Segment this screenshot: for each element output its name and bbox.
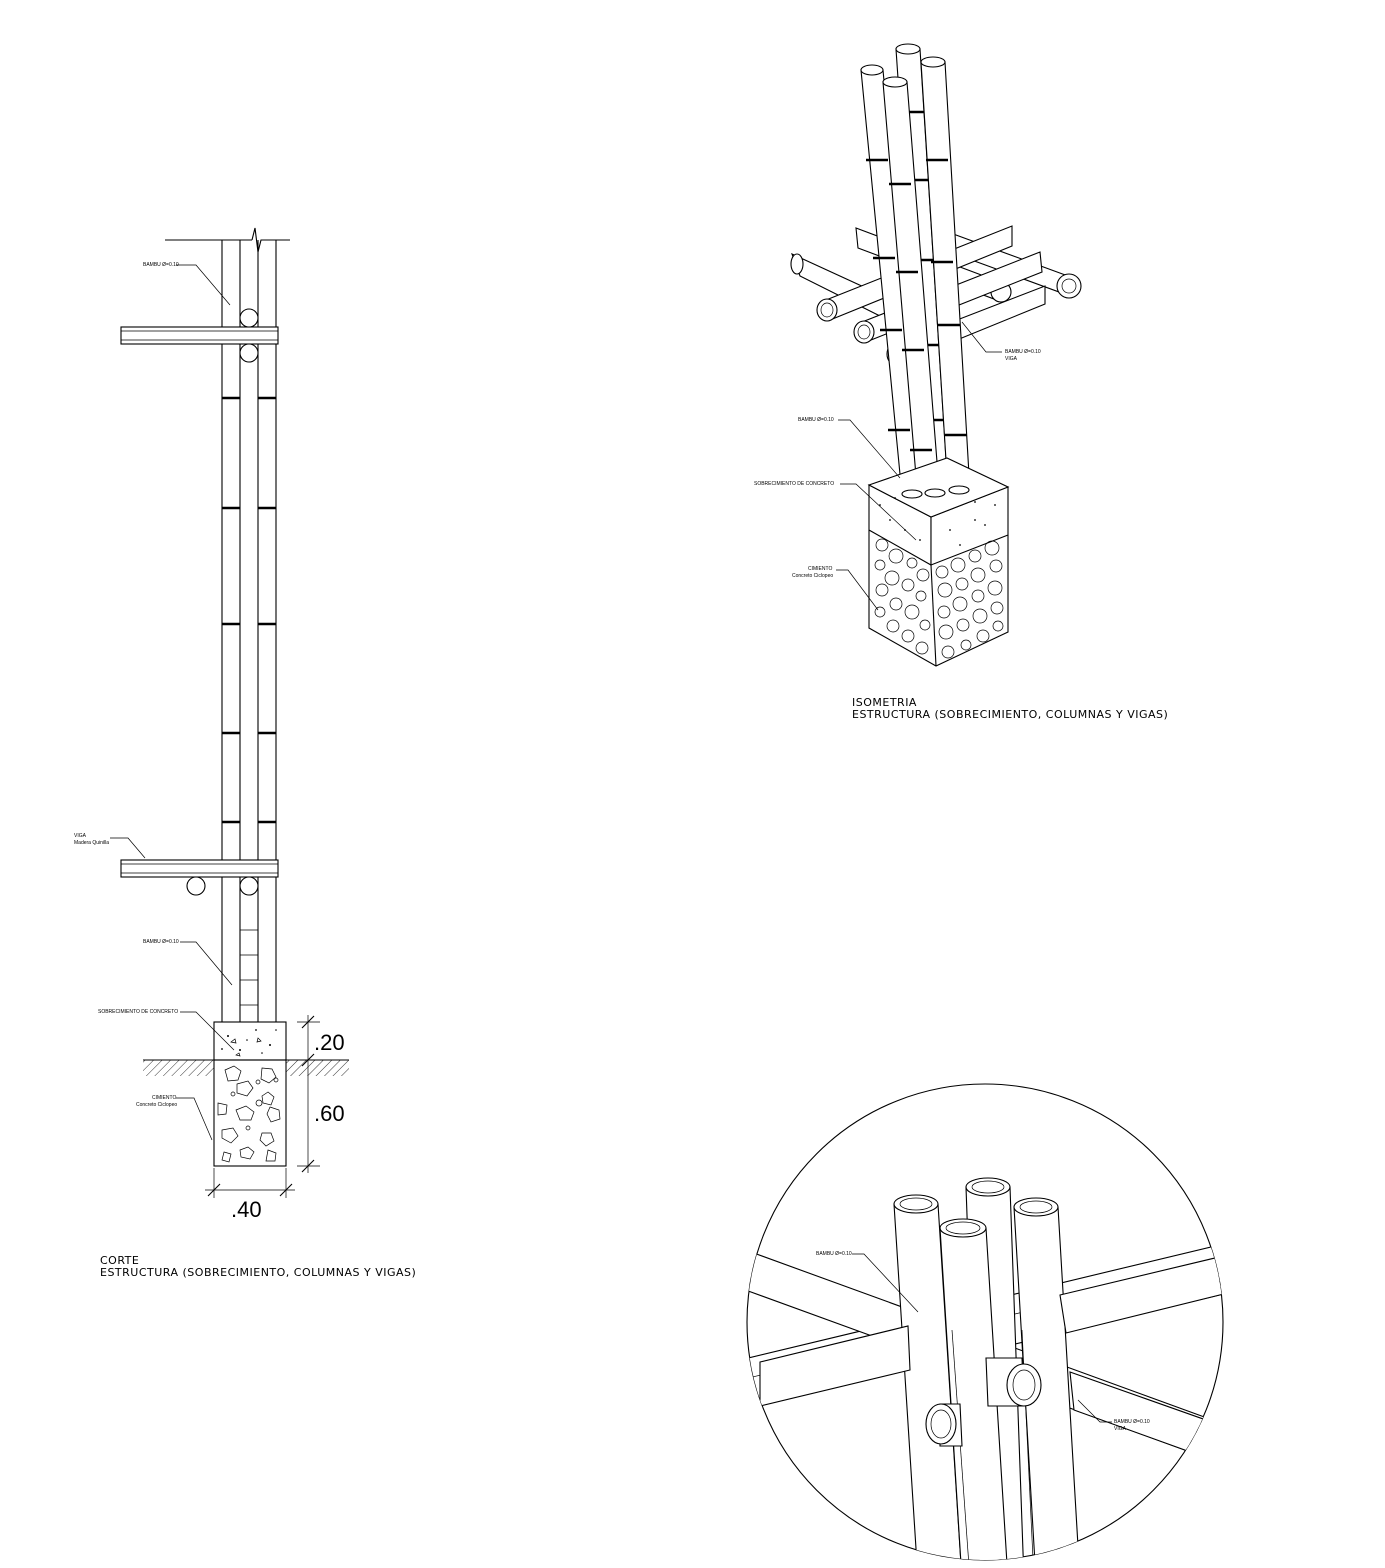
section-caption-subtitle: ESTRUCTURA (SOBRECIMIENTO, COLUMNAS Y VIGAS) (100, 1266, 417, 1279)
isometric-caption-title: ISOMETRIA (852, 696, 917, 709)
section-annotations (74, 262, 416, 1279)
section-caption-title: CORTE (100, 1254, 140, 1267)
dimension-footing-depth: .60 (314, 1101, 345, 1126)
label-viga-sub: Madera Quinilla (74, 840, 110, 846)
label-cimiento: CIMIENTO (808, 566, 833, 572)
label-cimiento-sub: Concreto Ciclopeo (136, 1102, 178, 1108)
label-cimiento: CIMIENTO (152, 1095, 177, 1101)
dimension-footing-width: .40 (231, 1197, 262, 1222)
label-detail-bamboo-viga: BAMBU Ø=0.10 (1114, 1419, 1150, 1425)
label-detail-bamboo: BAMBU Ø=0.10 (816, 1251, 852, 1257)
label-cimiento-sub: Concreto Ciclopeo (792, 573, 834, 579)
isometric-drawing (791, 44, 1081, 666)
isometric-caption-subtitle: ESTRUCTURA (SOBRECIMIENTO, COLUMNAS Y VIGAS) (852, 708, 1169, 721)
label-bamboo: BAMBU Ø=0.10 (798, 417, 834, 423)
label-bamboo-bottom: BAMBU Ø=0.10 (143, 939, 179, 945)
label-bamboo-top: BAMBU Ø=0.10 (143, 262, 179, 268)
label-detail-bamboo-viga-sub: VIGA (1114, 1426, 1126, 1432)
label-bamboo-viga: BAMBU Ø=0.10 (1005, 349, 1041, 355)
label-sobrecimiento: SOBRECIMIENTO DE CONCRETO (754, 481, 835, 487)
detail-drawing (740, 1084, 1240, 1568)
label-viga: VIGA (74, 833, 86, 839)
dimension-plinth-height: .20 (314, 1030, 345, 1055)
label-sobrecimiento: SOBRECIMIENTO DE CONCRETO (98, 1009, 179, 1015)
label-bamboo-viga-sub: VIGA (1005, 356, 1017, 362)
